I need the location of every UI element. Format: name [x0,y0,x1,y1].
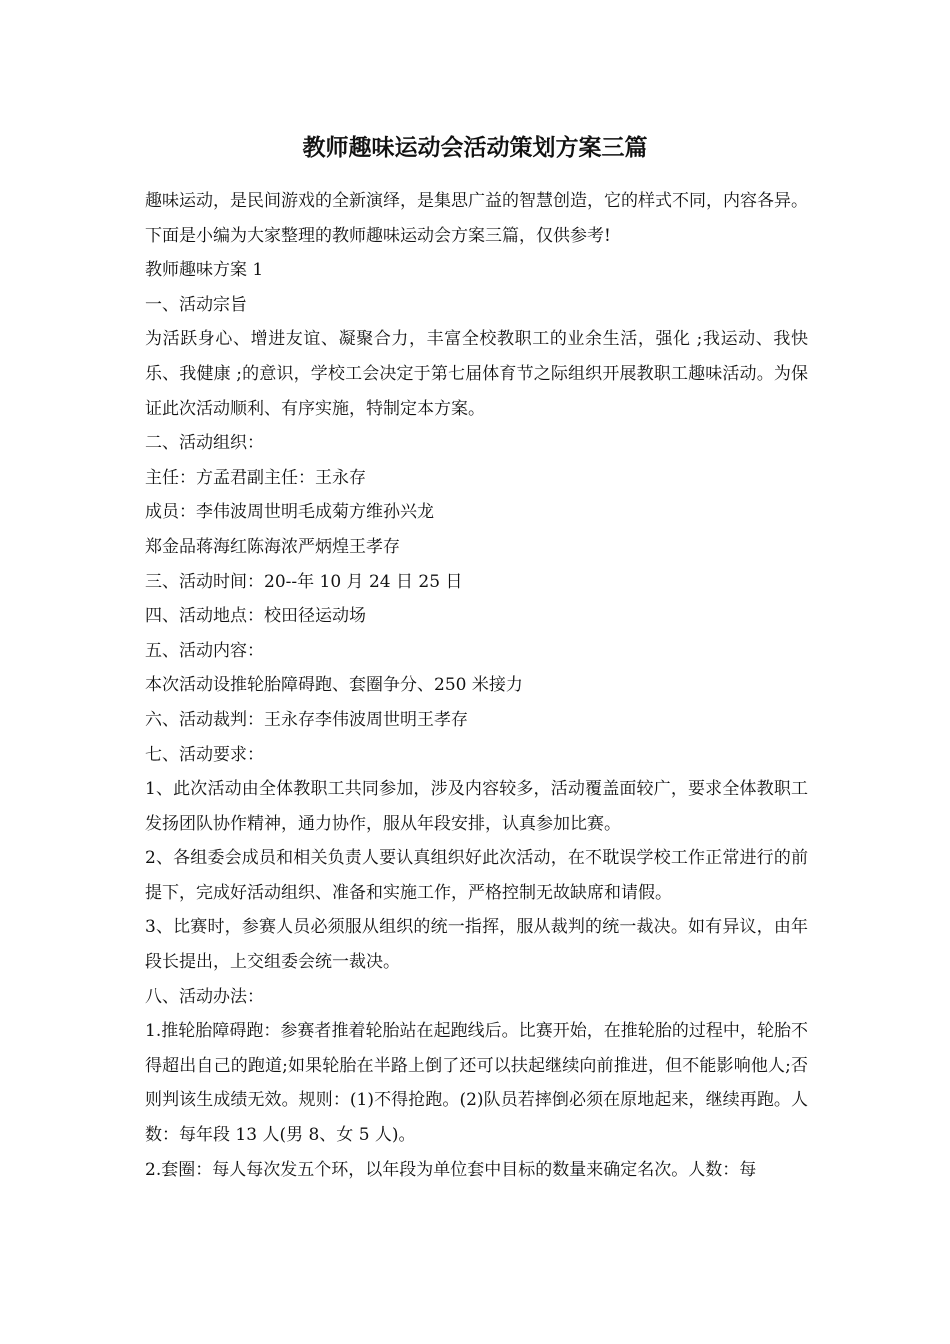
intro-paragraph: 趣味运动，是民间游戏的全新演绎，是集思广益的智慧创造，它的样式不同，内容各异。下面是小编为大家整理的教师趣味运动会方案三篇，仅供参考! [145,191,808,246]
paragraph: 为活跃身心、增进友谊、凝聚合力，丰富全校教职工的业余生活，强化 ;我运动、我快乐、我健康 ;的意识，学校工会决定于第七届体育节之际组织开展教职工趣味活动。为保证此次活动顺利、有序实施，特制定本方案。 [145,329,808,419]
section-heading: 一、活动宗旨 [145,294,247,315]
paragraph: 郑金品蒋海红陈海浓严炳煌王孝存 [145,536,400,557]
paragraph: 成员：李伟波周世明毛成菊方维孙兴龙 [145,502,434,523]
paragraph: 1、此次活动由全体教职工共同参加，涉及内容较多，活动覆盖面较广，要求全体教职工发扬团队协作精神，通力协作，服从年段安排，认真参加比赛。 [145,779,808,834]
document-title: 教师趣味运动会活动策划方案三篇 [302,134,648,161]
paragraph: 主任：方孟君副主任：王永存 [145,467,366,488]
plan-heading: 教师趣味方案 1 [145,260,264,281]
paragraph: 1.推轮胎障碍跑：参赛者推着轮胎站在起跑线后。比赛开始，在推轮胎的过程中，轮胎不得超出自己的跑道;如果轮胎在半路上倒了还可以扶起继续向前推进，但不能影响他人;否则判该生成绩无效。规则：(1)不得抢跑。(2)队员若摔倒必须在原地起来，继续再跑。人数：每年段 13 人(男 8、女 5 人)。 [145,1021,808,1146]
section-heading: 六、活动裁判：王永存李伟波周世明王孝存 [145,709,468,730]
section-heading: 七、活动要求： [145,744,264,765]
section-heading: 八、活动办法： [145,986,264,1007]
section-heading: 五、活动内容： [145,640,264,661]
paragraph: 2.套圈：每人每次发五个环，以年段为单位套中目标的数量来确定名次。人数：每 [145,1159,757,1180]
document-body [145,184,808,1187]
paragraph: 3、比赛时，参赛人员必须服从组织的统一指挥，服从裁判的统一裁决。如有异议，由年段长提出，上交组委会统一裁决。 [145,917,808,973]
section-heading: 四、活动地点：校田径运动场 [145,606,366,627]
paragraph: 本次活动设推轮胎障碍跑、套圈争分、250 米接力 [145,675,523,696]
paragraph: 2、各组委会成员和相关负责人要认真组织好此次活动，在不耽误学校工作正常进行的前提下，完成好活动组织、准备和实施工作，严格控制无故缺席和请假。 [145,848,808,903]
section-heading: 二、活动组织： [145,433,264,454]
section-heading: 三、活动时间：20--年 10 月 24 日 25 日 [145,571,463,592]
